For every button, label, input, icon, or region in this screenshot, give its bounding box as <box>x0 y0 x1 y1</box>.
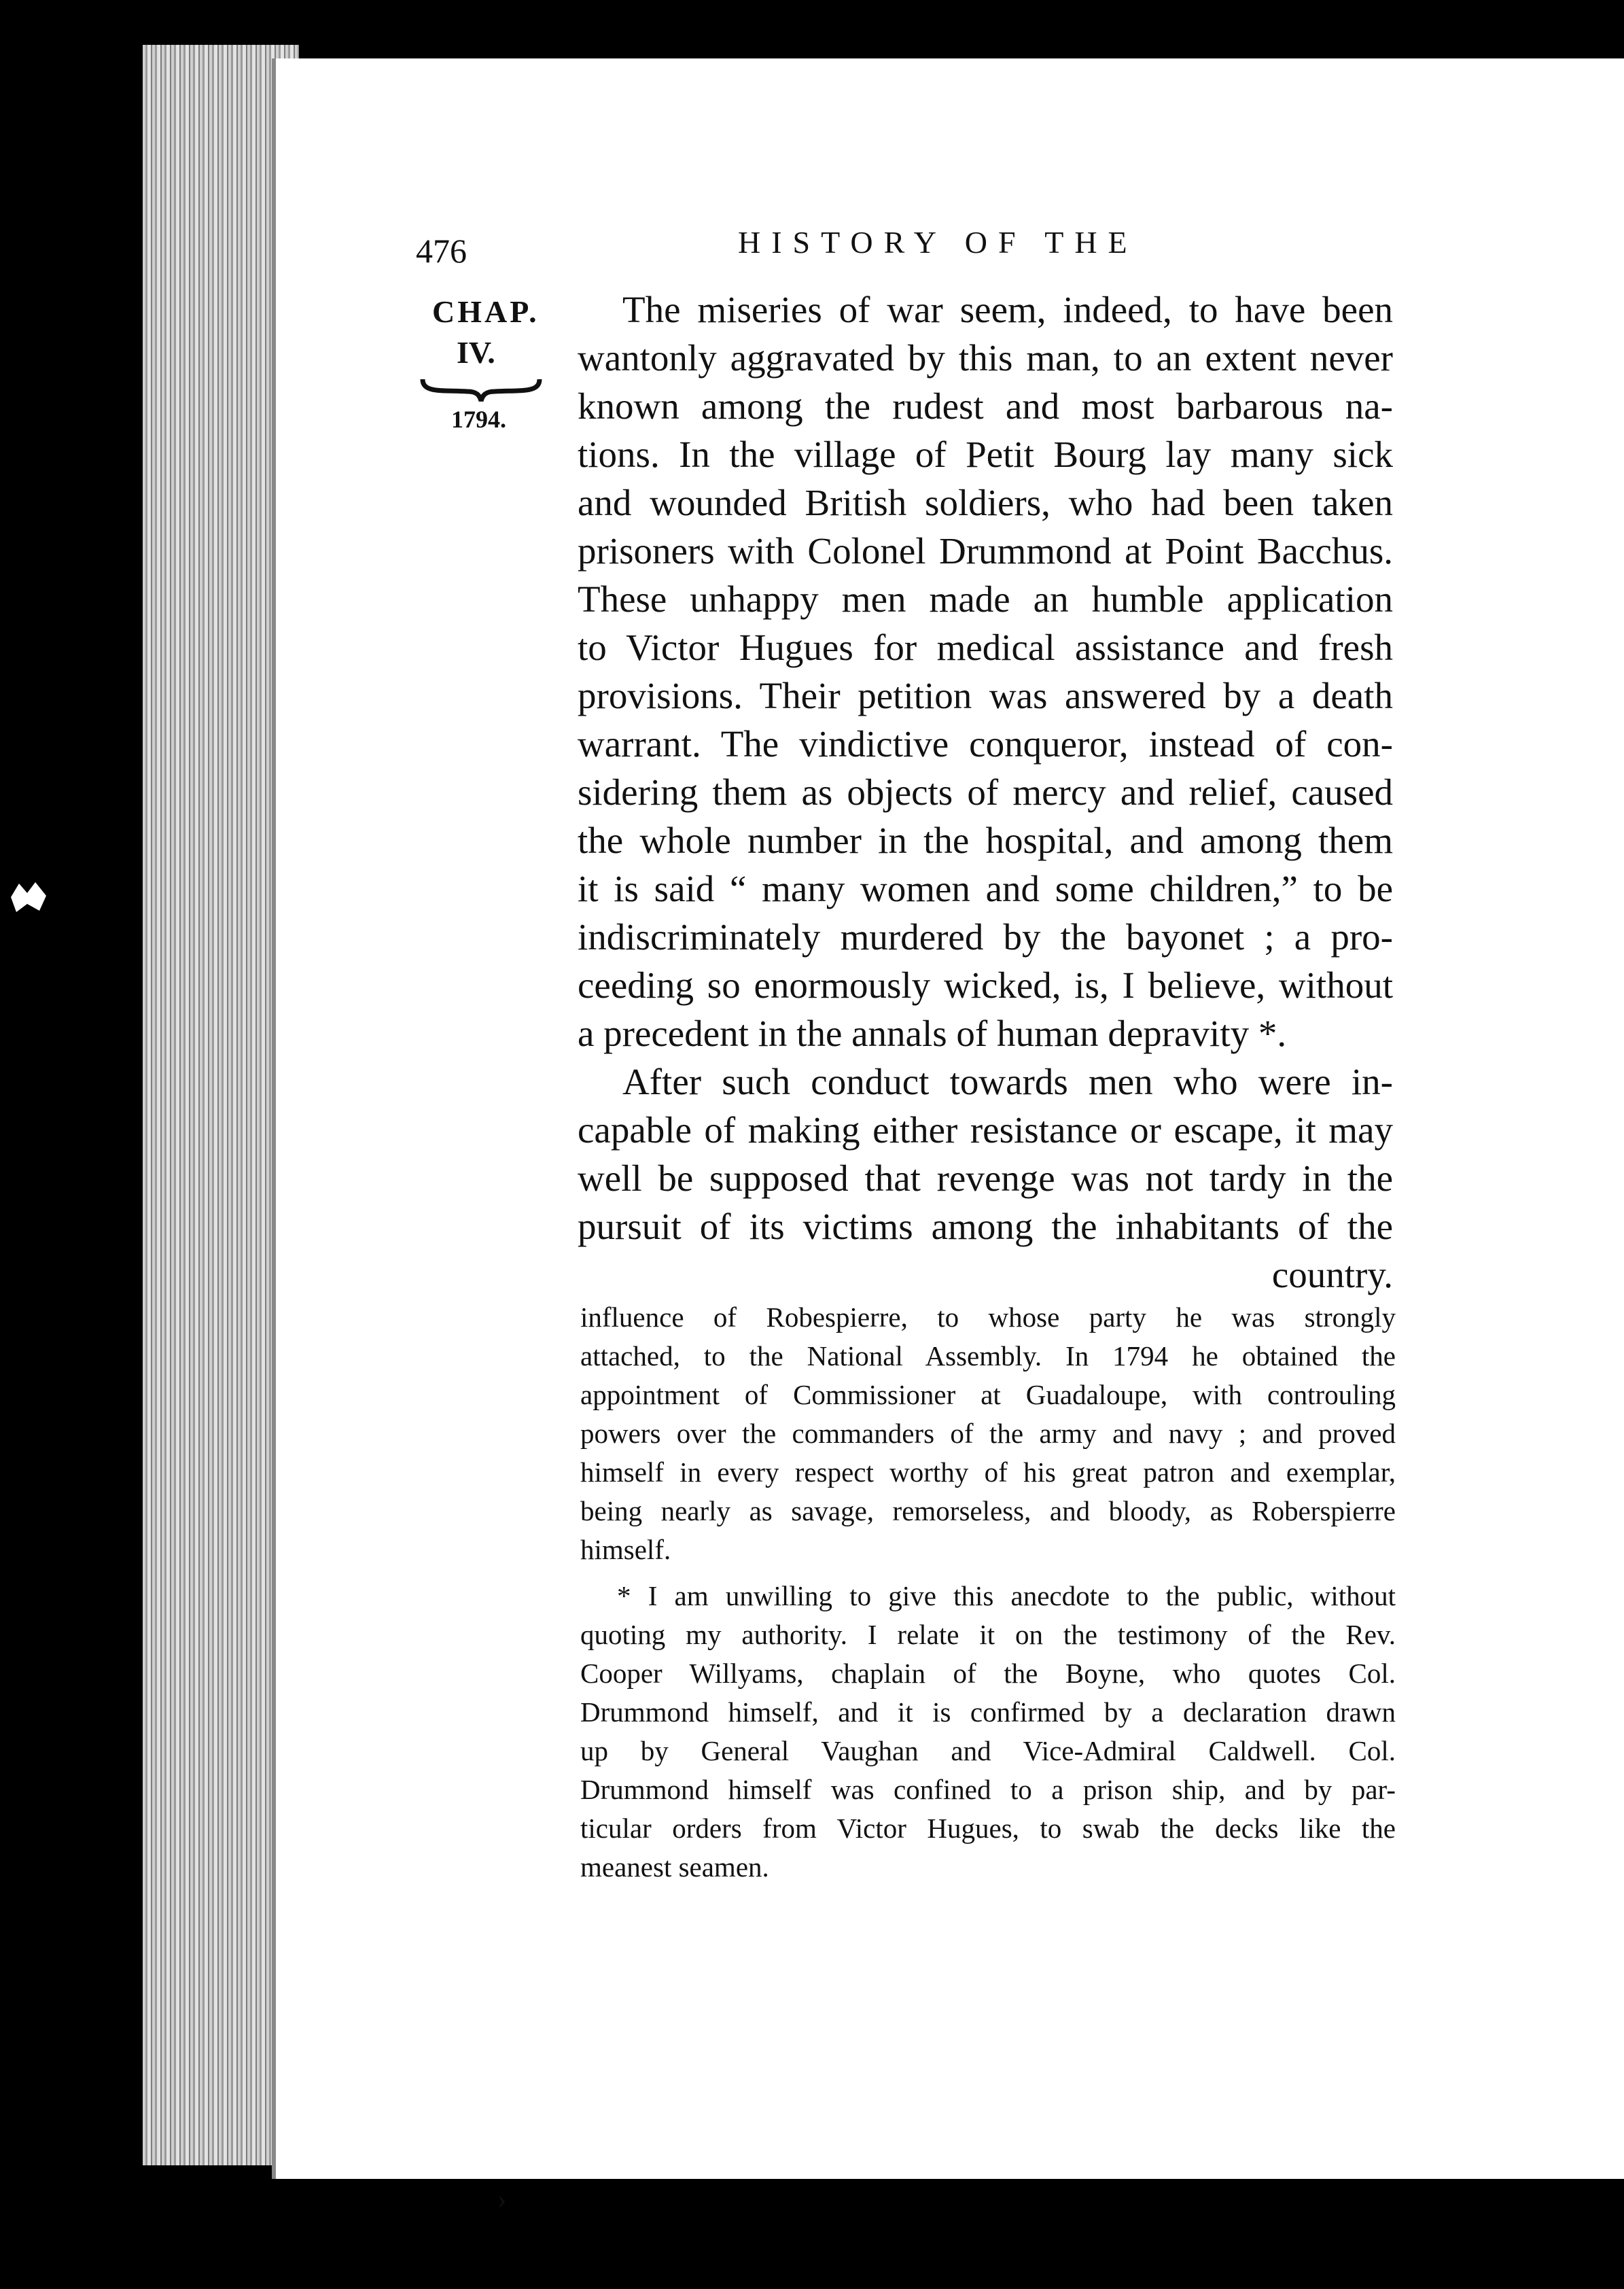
body-line: ceeding so enormously wicked, is, I believe, without <box>578 964 1393 1006</box>
note-line: himself. <box>580 1534 671 1565</box>
footnote-line: meanest seamen. <box>580 1851 769 1883</box>
body-line: indiscriminately murdered by the bayonet ; a pro- <box>578 916 1393 958</box>
note-line: appointment of Commissioner at Guadaloupe, with controuling <box>580 1379 1396 1410</box>
body-line: the whole number in the hospital, and among them <box>578 820 1393 861</box>
footnote-line: ticular orders from Victor Hugues, to swab the decks like the <box>580 1813 1396 1844</box>
footnote-line: Drummond himself, and it is confirmed by a declaration drawn <box>580 1696 1396 1728</box>
body-line: and wounded British soldiers, who had been taken <box>578 482 1393 523</box>
body-line: to Victor Hugues for medical assistance and fresh <box>578 627 1393 668</box>
footnote-line: Cooper Willyams, chaplain of the Boyne, who quotes Col. <box>580 1658 1396 1689</box>
body-line: pursuit of its victims among the inhabitants of the <box>578 1206 1393 1247</box>
page-number: 476 <box>416 232 467 270</box>
note-line: influence of Robespierre, to whose party he was strongly <box>580 1301 1396 1333</box>
note-line: attached, to the National Assembly. In 1794 he obtained the <box>580 1340 1396 1371</box>
margin-year: 1794. <box>451 406 506 433</box>
body-line: capable of making either resistance or escape, it may <box>578 1109 1393 1151</box>
footnote-line: Drummond himself was confined to a prison ship, and by par- <box>580 1774 1396 1805</box>
running-header: HISTORY OF THE <box>738 225 1138 260</box>
body-line: country. <box>1271 1254 1393 1295</box>
note-line: being nearly as savage, remorseless, and bloody, as Roberspierre <box>580 1495 1396 1526</box>
body-line: sidering them as objects of mercy and relief, caused <box>578 771 1393 813</box>
note-continuation <box>580 1298 1396 1569</box>
note-line: powers over the commanders of the army and navy ; and proved <box>580 1418 1396 1449</box>
catchmark: › <box>497 2184 507 2214</box>
ink-blot <box>7 877 54 918</box>
body-line: known among the rudest and most barbarous na- <box>578 385 1393 427</box>
body-line: The miseries of war seem, indeed, to have been <box>622 289 1393 330</box>
footnote-line: * I am unwilling to give this anecdote to the public, without <box>617 1580 1396 1611</box>
body-line: well be supposed that revenge was not tardy in the <box>578 1157 1393 1199</box>
body-text <box>578 285 1393 1299</box>
body-line: prisoners with Colonel Drummond at Point Bacchus. <box>578 530 1393 572</box>
margin-chapter-label: CHAP. <box>432 294 540 329</box>
footnote-line: up by General Vaughan and Vice-Admiral Caldwell. Col. <box>580 1735 1396 1766</box>
body-line: These unhappy men made an humble application <box>578 578 1393 620</box>
footnote <box>580 1577 1396 1887</box>
note-line: himself in every respect worthy of his great patron and exemplar, <box>580 1456 1396 1488</box>
brace-icon <box>420 375 542 404</box>
footnote-line: quoting my authority. I relate it on the testimony of the Rev. <box>580 1619 1396 1650</box>
body-line: it is said “ many women and some children,” to be <box>578 868 1393 909</box>
body-line: wantonly aggravated by this man, to an extent never <box>578 337 1393 379</box>
facing-page-edge <box>1575 58 1624 2179</box>
body-line: After such conduct towards men who were in- <box>622 1061 1393 1102</box>
body-line: warrant. The vindictive conqueror, instead of con- <box>578 723 1393 765</box>
body-line: provisions. Their petition was answered by a death <box>578 675 1393 716</box>
body-line: a precedent in the annals of human depravity *. <box>578 1013 1287 1054</box>
margin-chapter-number: IV. <box>457 335 495 370</box>
body-line: tions. In the village of Petit Bourg lay many sick <box>578 434 1393 475</box>
